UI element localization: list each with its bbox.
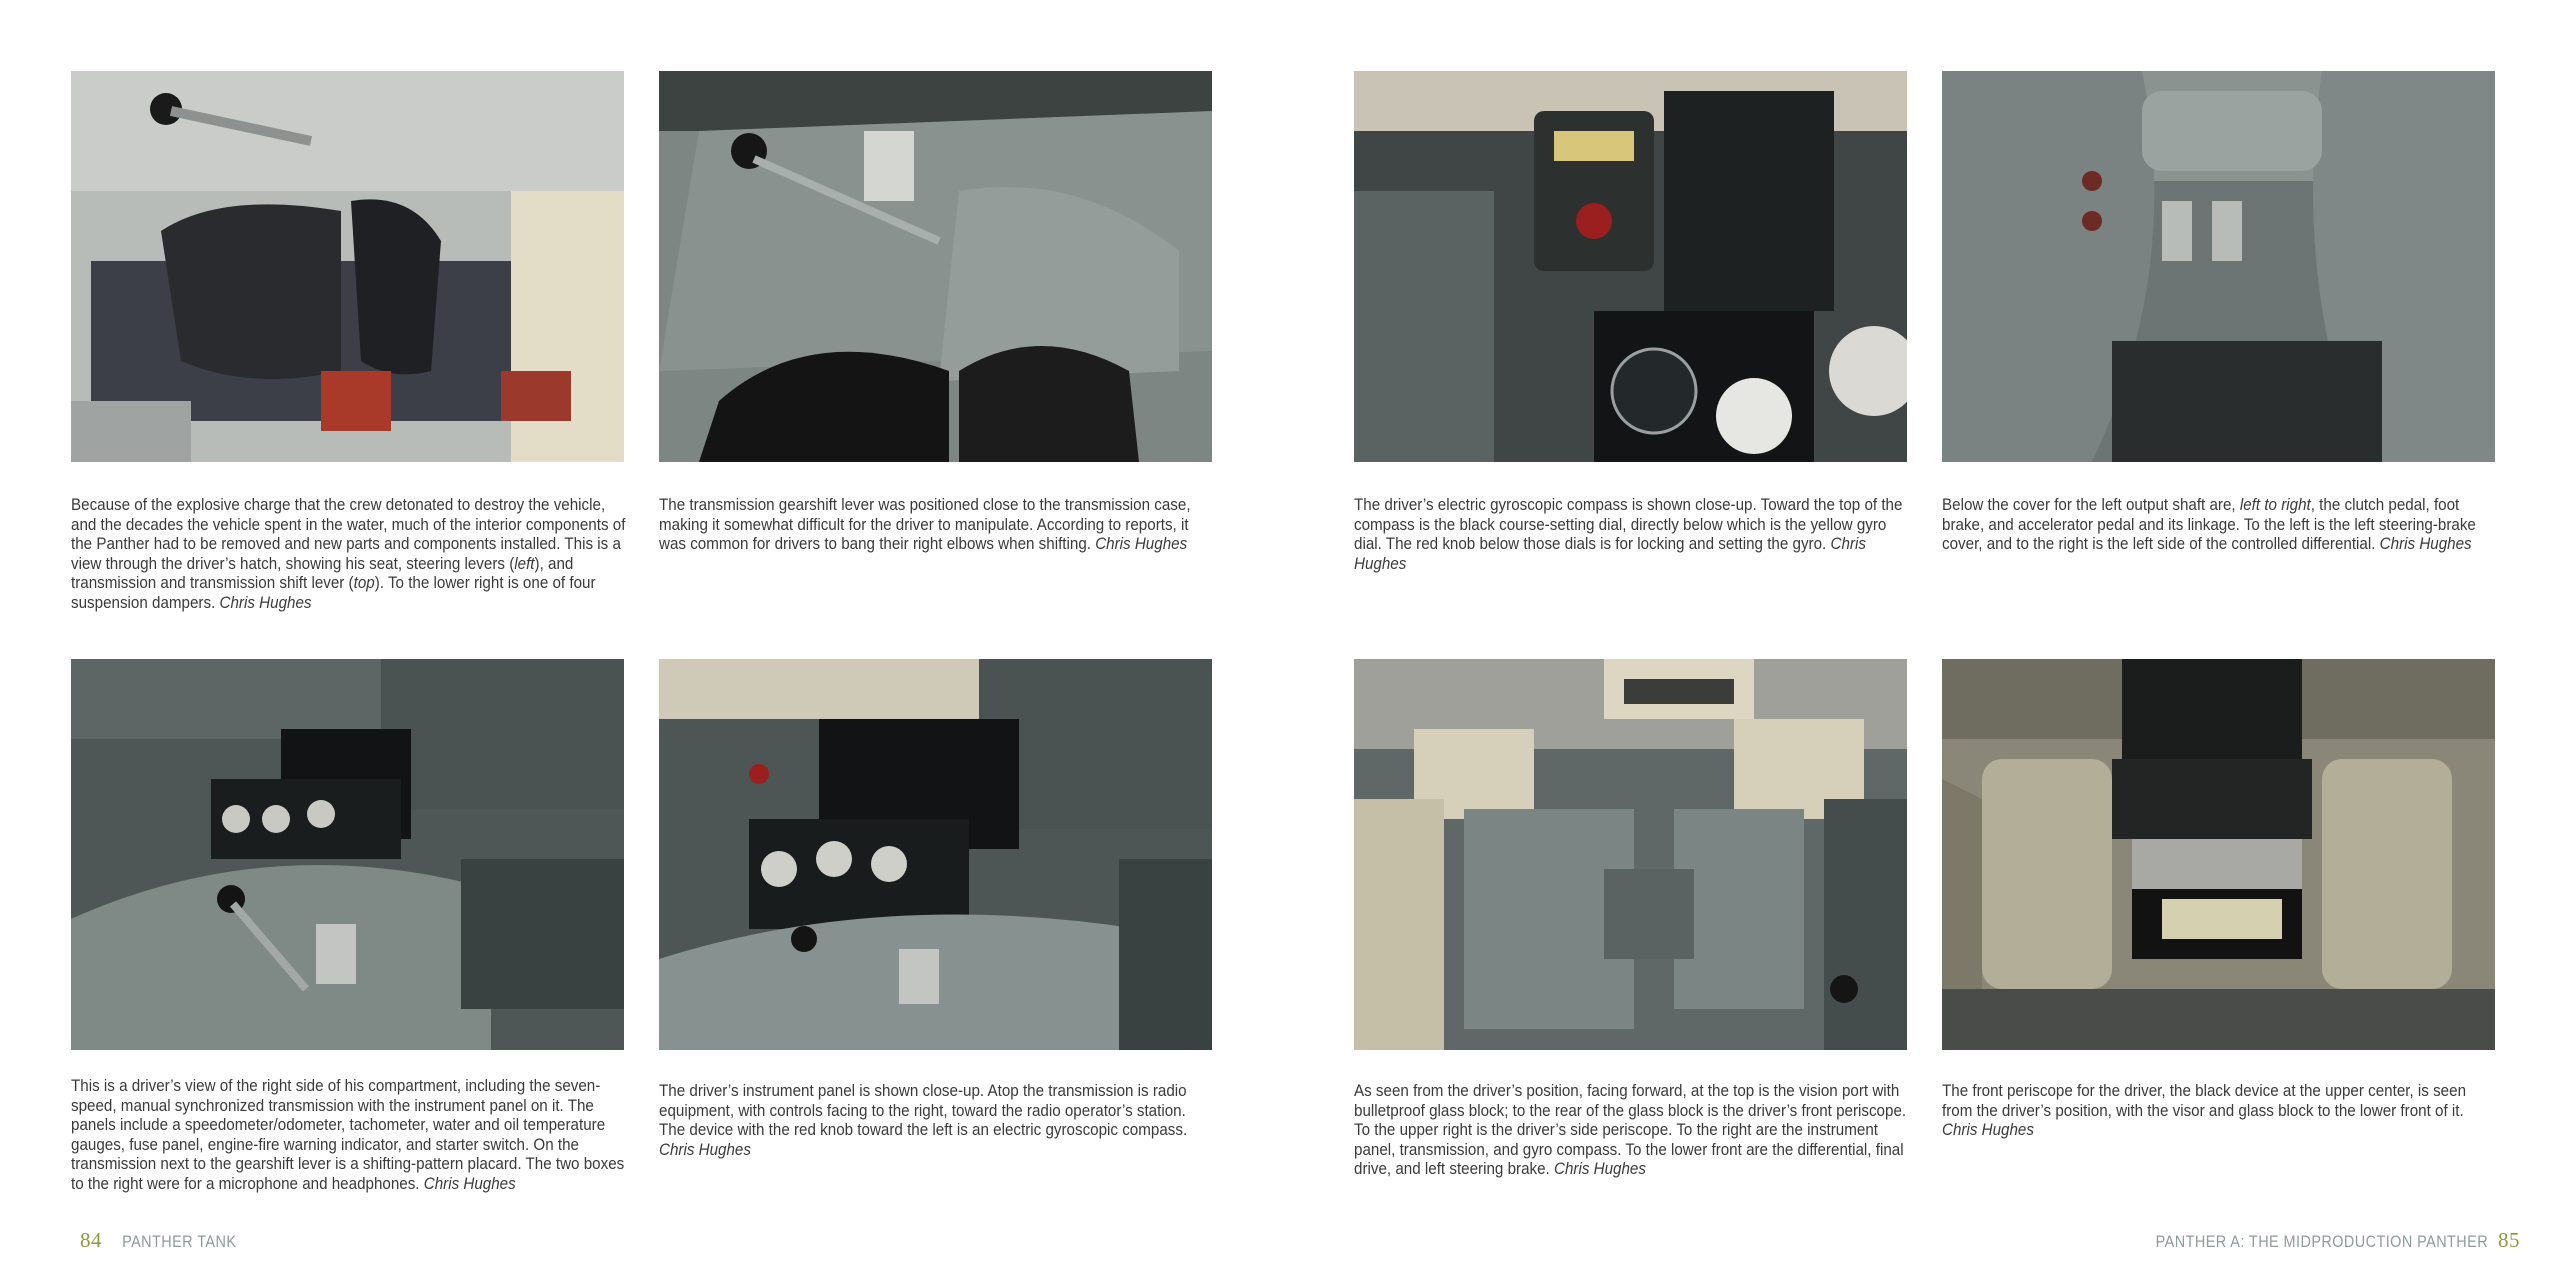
photo-instrument-panel [659, 659, 1212, 1050]
photo-right-compartment [71, 659, 624, 1050]
caption-gyro-compass [1354, 496, 1911, 574]
photo-credit: Chris Hughes [219, 593, 312, 612]
caption-front-periscope [1942, 1082, 2499, 1141]
running-head-left: PANTHER TANK [122, 1232, 237, 1251]
photo-gyro-compass [1354, 71, 1907, 462]
caption-pedals [1942, 496, 2499, 555]
caption-text: ). To the lower right is one of four suspension dampers. [71, 574, 596, 612]
photo-credit: Chris Hughes [1553, 1160, 1646, 1179]
running-head-right: PANTHER A: THE MIDPRODUCTION PANTHER [2155, 1232, 2488, 1251]
photo-front-periscope [1942, 659, 2495, 1050]
photo-credit: Chris Hughes [659, 1140, 751, 1159]
caption-right-compartment [71, 1077, 628, 1195]
folio-right [2097, 1228, 2520, 1253]
caption-text: ), and transmission and transmission shift lever ( [71, 554, 574, 593]
caption-text: This is a driver’s view of the right side of his compartment, including the seven-speed, manual synchronized transmission with the instrument panel on it. The panels include a speedometer/odometer, tachometer, water and oil temperature gauges, fuse panel, engine-fire warning indicator, and starter switch. On the transmission next to the gearshift lever is a shifting-pattern placard. The two boxes to the right were for a microphone and headphones. [71, 1077, 625, 1193]
photo-credit: Chris Hughes [1095, 535, 1188, 554]
caption-forward-view [1354, 1082, 1911, 1180]
caption-emphasis: top [353, 574, 375, 593]
photo-credit: Chris Hughes [1354, 535, 1866, 573]
photo-credit: Chris Hughes [423, 1174, 516, 1193]
caption-emphasis: left to right [2239, 496, 2311, 514]
caption-text: , the clutch pedal, foot brake, and accelerator pedal and its linkage. To the left is the left steering-brake cover, and to the right is the left side of the controlled differential. [1942, 496, 2476, 554]
page-number-left: 84 [80, 1228, 102, 1252]
photo-pedals [1942, 71, 2495, 462]
caption-text: The driver’s electric gyroscopic compass is shown close-up. Toward the top of the compass is the black course-setting dial, directly below which is the yellow gyro dial. The red knob below those dials is for locking and setting the gyro. [1354, 496, 1903, 554]
caption-text: Because of the explosive charge that the crew detonated to destroy the vehicle, and the decades the vehicle spent in the water, much of the interior components of the Panther had to be removed and new parts and components installed. This is a view through the driver’s hatch, showing his seat, steering levers ( [71, 496, 626, 573]
photo-credit: Chris Hughes [1942, 1121, 2034, 1140]
caption-emphasis: left [514, 554, 535, 573]
caption-instrument-panel [659, 1082, 1216, 1160]
caption-text: The transmission gearshift lever was positioned close to the transmission case, making it somewhat difficult for the driver to manipulate. According to reports, it was common for drivers to bang their right elbows when shifting. [659, 496, 1191, 554]
caption-text: As seen from the driver’s position, facing forward, at the top is the vision port with bulletproof glass block; to the rear of the glass block is the driver’s front periscope. To the upper right is the driver’s side periscope. To the right are the instrument panel, transmission, and gyro compass. To the lower front are the differential, final drive, and left steering brake. [1354, 1082, 1907, 1179]
photo-credit: Chris Hughes [2379, 535, 2472, 554]
caption-text: The driver’s instrument panel is shown close-up. Atop the transmission is radio equipment, with controls facing to the right, toward the radio operator’s station. The device with the red knob toward the left is an electric gyroscopic compass. [659, 1082, 1188, 1140]
photo-gearshift-lever [659, 71, 1212, 462]
folio-left [80, 1228, 246, 1253]
caption-gearshift-lever [659, 496, 1216, 555]
caption-text: The front periscope for the driver, the black device at the upper center, is seen from the driver’s position, with the visor and glass block to the lower front of it. [1942, 1082, 2467, 1120]
caption-driver-seat [71, 496, 628, 614]
caption-text: Below the cover for the left output shaft are, [1942, 496, 2240, 514]
page-number-right: 85 [2498, 1228, 2520, 1252]
photo-forward-view [1354, 659, 1907, 1050]
photo-driver-seat [71, 71, 624, 462]
